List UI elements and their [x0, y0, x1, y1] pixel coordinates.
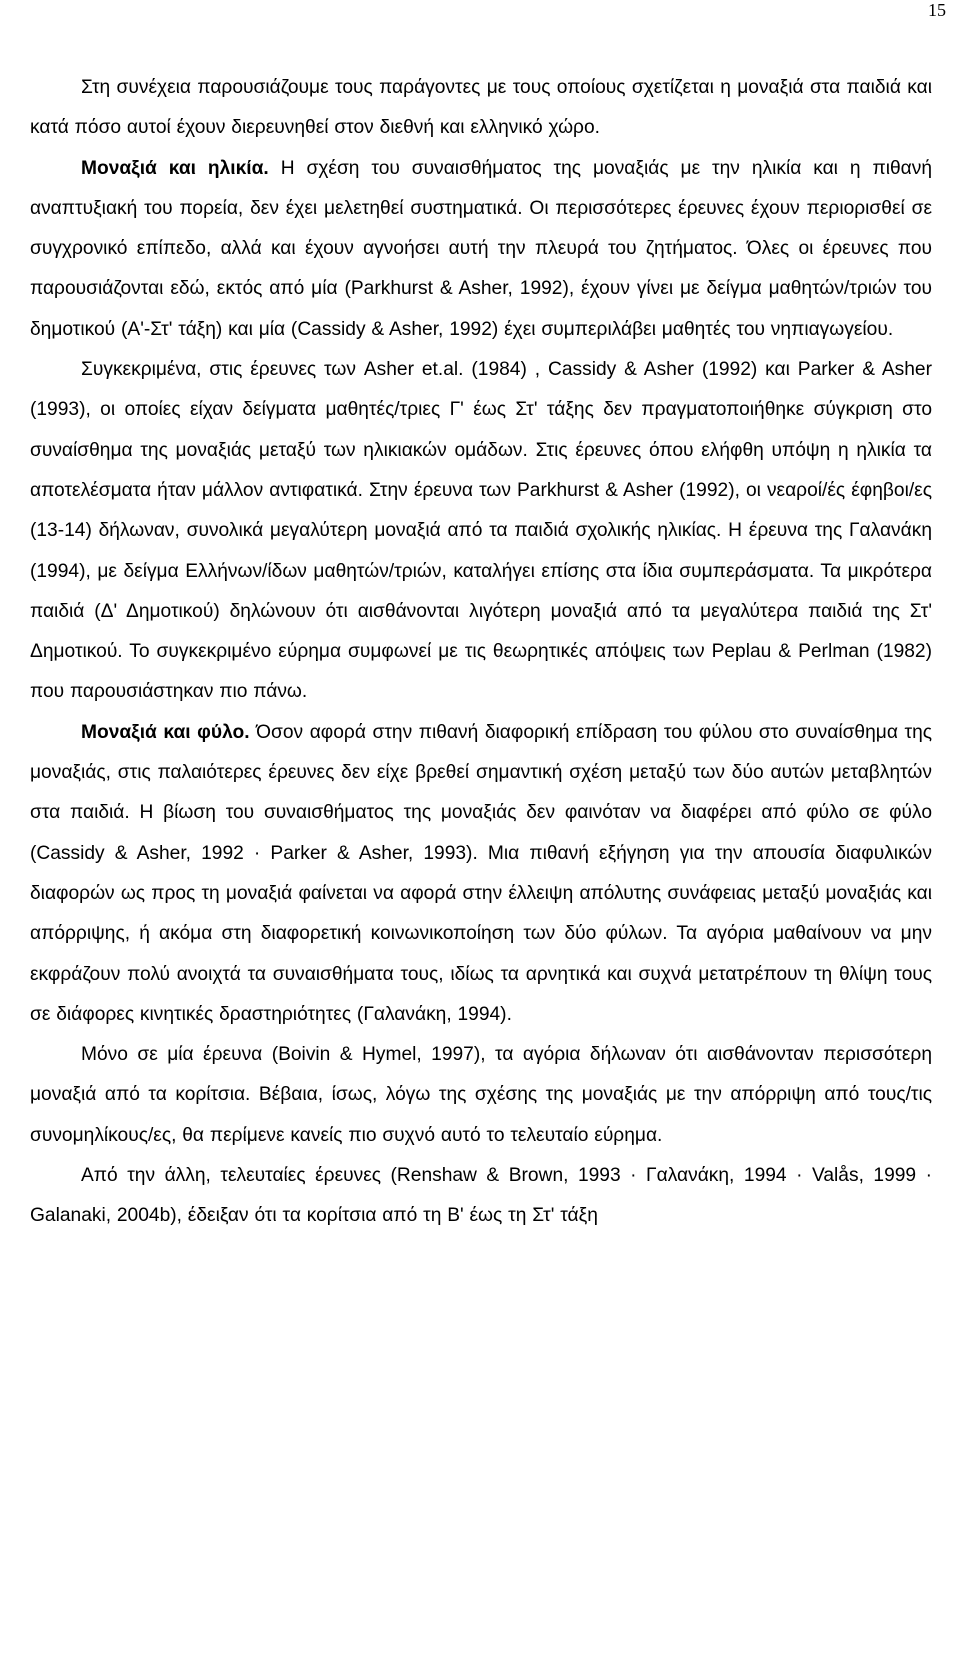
section-heading-gender: Μοναξιά και φύλο.: [81, 721, 250, 743]
paragraph-text: Από την άλλη, τελευταίες έρευνες (Renshaw & Brown, 1993 · Γαλανάκη, 1994 · Valås, 1999 · Galanaki, 2004b), έδειξαν ότι τα κορίτσια από τη Β' έως τη Στ' τάξη: [30, 1165, 932, 1227]
section-heading-age: Μοναξιά και ηλικία.: [81, 157, 269, 179]
paragraph-loneliness-age: [30, 149, 932, 350]
paragraph-intro: [30, 68, 932, 149]
paragraph-loneliness-gender: [30, 713, 932, 1035]
paragraph-boivin-hymel: [30, 1035, 932, 1156]
paragraph-age-studies: [30, 350, 932, 713]
paragraph-text: Όσον αφορά στην πιθανή διαφορική επίδραση του φύλου στο συναίσθημα της μοναξιάς, στις παλαιότερες έρευνες δεν είχε βρεθεί σημαντική σχέση μεταξύ των δύο αυτών μεταβλητών στα παιδιά. Η βίωση του συναισθήματος της μοναξιάς δεν φαινόταν να διαφέρει από φύλο σε φύλο (Cassidy & Asher, 1992 · Parker & Asher, 1993). Μια πιθανή εξήγηση για την απουσία διαφυλικών διαφορών ως προς τη μοναξιά φαίνεται να αφορά στην έλλειψη απόλυτης συνάφειας μεταξύ μοναξιάς και απόρριψης, ή ακόμα στη διαφορετική κοινωνικοποίηση των δύο φύλων. Τα αγόρια μαθαίνουν να μην εκφράζουν πολύ ανοιχτά τα συναισθήματα τους, ιδίως τα αρνητικά και συχνά μετατρέπουν τη θλίψη τους σε διάφορες κινητικές δραστηριότητες (Γαλανάκη, 1994).: [30, 721, 932, 1025]
paragraph-text: Η σχέση του συναισθήματος της μοναξιάς με την ηλικία και η πιθανή αναπτυξιακή του πορεία, δεν έχει μελετηθεί συστηματικά. Οι περισσότερες έρευνες έχουν περιορισθεί σε συγχρονικό επίπεδο, αλλά και έχουν αγνοήσει αυτή την πλευρά του ζητήματος. Όλες οι έρευνες που παρουσιάζονται εδώ, εκτός από μία (Parkhurst & Asher, 1992), έχουν γίνει με δείγμα μαθητών/τριών του δημοτικού (Α'-Στ' τάξη) και μία (Cassidy & Asher, 1992) έχει συμπεριλάβει μαθητές του νηπιαγωγείου.: [30, 157, 932, 340]
page-number: 15: [928, 0, 946, 20]
paragraph-text: Μόνο σε μία έρευνα (Boivin & Hymel, 1997), τα αγόρια δήλωναν ότι αισθάνονταν περισσότερη μοναξιά από τα κορίτσια. Βέβαια, ίσως, λόγω της σχέσης της μοναξιάς με την απόρριψη από τους/τις συνομηλίκους/ες, θα περίμενε κανείς πιο συχνό αυτό το τελευταίο εύρημα.: [30, 1044, 932, 1146]
paragraph-text: Συγκεκριμένα, στις έρευνες των Asher et.al. (1984) , Cassidy & Asher (1992) και Parker & Asher (1993), οι οποίες είχαν δείγματα μαθητές/τριες Γ' έως Στ' τάξης δεν πραγματοποιήθηκε σύγκριση στο συναίσθημα της μοναξιάς μεταξύ των ηλικιακών ομάδων. Στις έρευνες όπου ελήφθη υπόψη η ηλικία τα αποτελέσματα ήταν μάλλον αντιφατικά. Στην έρευνα των Parkhurst & Asher (1992), οι νεαροί/ές έφηβοι/ες (13-14) δήλωναν, συνολικά μεγαλύτερη μοναξιά από τα παιδιά σχολικής ηλικίας. Η έρευνα της Γαλανάκη (1994), με δείγμα Ελλήνων/ίδων μαθητών/τριών, καταλήγει επίσης στα ίδια συμπεράσματα. Τα μικρότερα παιδιά (Δ' Δημοτικού) δηλώνουν ότι αισθάνονται λιγότερη μοναξιά από τα μεγαλύτερα παιδιά της Στ' Δημοτικού. Το συγκεκριμένο εύρημα συμφωνεί με τις θεωρητικές απόψεις των Peplau & Perlman (1982) που παρουσιάστηκαν πιο πάνω.: [30, 359, 932, 703]
paragraph-recent-studies: [30, 1156, 932, 1237]
paragraph-text: Στη συνέχεια παρουσιάζουμε τους παράγοντες με τους οποίους σχετίζεται η μοναξιά στα παιδιά και κατά πόσο αυτοί έχουν διερευνηθεί στον διεθνή και ελληνικό χώρο.: [30, 77, 932, 139]
document-body: [30, 68, 932, 1237]
